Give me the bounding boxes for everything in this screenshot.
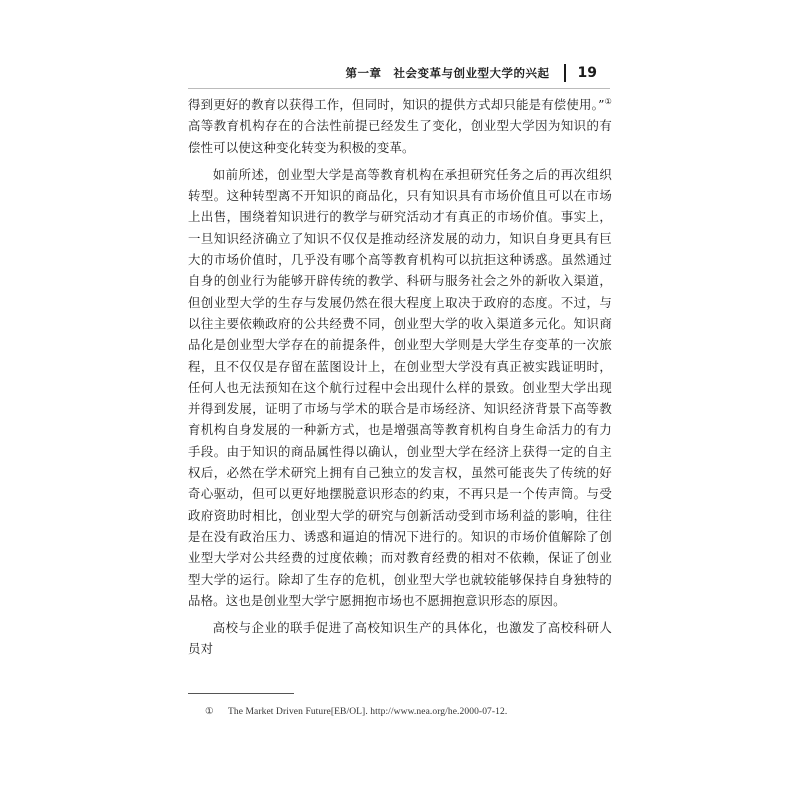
paragraph-3 (188, 617, 612, 660)
paragraph-2 (188, 164, 612, 611)
footnote-reference: ① (604, 96, 613, 106)
footnote-number: ① (205, 707, 214, 717)
footnote-rule (188, 693, 294, 694)
body-text (188, 94, 612, 666)
footnote (205, 706, 507, 717)
running-header (346, 64, 597, 82)
paragraph-1 (188, 94, 612, 158)
paragraph-text: 高等教育机构存在的合法性前提已经发生了变化，创业型大学因为知识的有偿性可以使这种变化转变为积极的变革。 (188, 118, 612, 155)
chapter-title: 第一章 社会变革与创业型大学的兴起 (345, 66, 550, 80)
header-separator (564, 64, 566, 82)
header-rule (188, 88, 610, 89)
footnote-text: The Market Driven Future[EB/OL]. http://www.nea.org/he.2000-07-12. (227, 707, 508, 717)
paragraph-text: 高校与企业的联手促进了高校知识生产的具体化，也激发了高校科研人员对 (188, 620, 612, 657)
paragraph-text: 如前所述，创业型大学是高等教育机构在承担研究任务之后的再次组织转型。这种转型离不开知识的商品化，只有知识具有市场价值且可以在市场上出售，围绕着知识进行的教学与研究活动才有真正的市场价值。事实上，一旦知识经济确立了知识不仅仅是推动经济发展的动力，知识自身更具有巨大的市场价值时，几乎没有哪个高等教育机构可以抗拒这种诱惑。虽然通过自身的创业行为能够开辟传统的教学、科研与服务社会之外的新收入渠道，但创业型大学的生存与发展仍然在很大程度上取决于政府的态度。不过，与以往主要依赖政府的公共经费不同，创业型大学的收入渠道多元化。知识商品化是创业型大学存在的前提条件，创业型大学则是大学生存变革的一次旅程，且不仅仅是存留在蓝图设计上，在创业型大学没有真正被实践证明时，任何人也无法预知在这个航行过程中会出现什么样的景致。创业型大学出现并得到发展，证明了市场与学术的联合是市场经济、知识经济背景下高等教育机构自身发展的一种新方式，也是增强高等教育机构自身生命活力的有力手段。由于知识的商品属性得以确认，创业型大学在经济上获得一定的自主权后，必然在学术研究上拥有自己独立的发言权，虽然可能丧失了传统的好奇心驱动，但可以更好地摆脱意识形态的约束，不再只是一个传声筒。与受政府资助时相比，创业型大学的研究与创新活动受到市场利益的影响，往往是在没有政治压力、诱惑和逼迫的情况下进行的。知识的市场价值解除了创业型大学对公共经费的过度依赖；而对教育经费的相对不依赖，保证了创业型大学的运行。除却了生存的危机，创业型大学也就较能够保持自身独特的品格。这也是创业型大学宁愿拥抱市场也不愿拥抱意识形态的原因。 (188, 166, 612, 608)
page-number: 19 (577, 65, 597, 81)
paragraph-text: 得到更好的教育以获得工作，但同时，知识的提供方式却只能是有偿使用。” (188, 97, 605, 112)
